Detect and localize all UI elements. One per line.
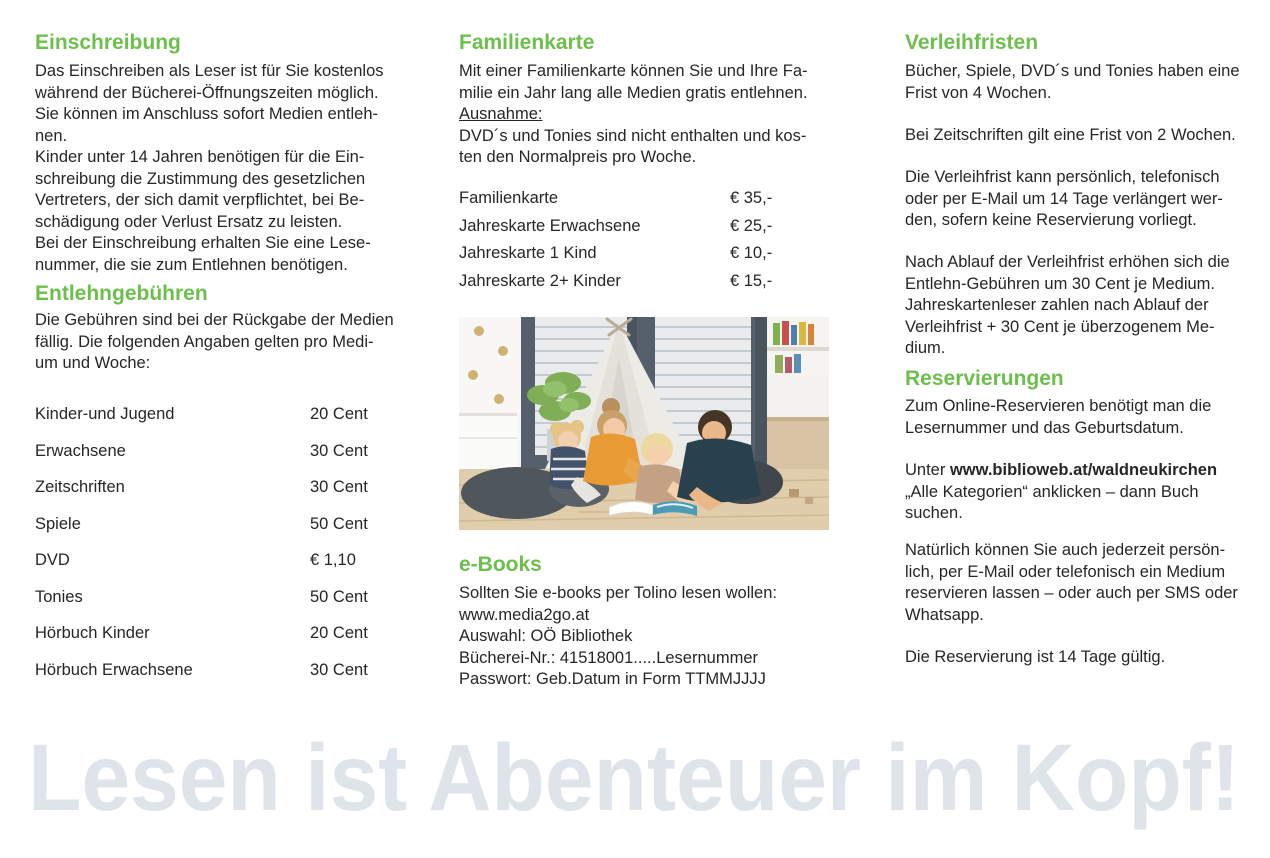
card-label: Jahreskarte Erwachsene bbox=[459, 216, 641, 235]
reservierungen-text-4: Die Reservierung ist 14 Tage gültig. bbox=[905, 648, 1166, 666]
verleihfristen-text-1: Bücher, Spiele, DVD´s und Tonies haben eine Frist von 4 Wochen. bbox=[905, 62, 1240, 102]
reservierungen-text-3: Natürlich können Sie auch jederzeit persön- lich, per E-Mail oder telefonisch ein Medium reservieren lassen – oder auch per SMS oder Whatsapp. bbox=[905, 541, 1238, 624]
heading-verleihfristen: Verleihfristen bbox=[905, 31, 1039, 54]
watermark-slogan bbox=[28, 730, 1243, 845]
fee-row bbox=[35, 660, 445, 682]
card-value: € 25,- bbox=[730, 216, 773, 235]
card-label: Familienkarte bbox=[459, 189, 559, 207]
reservierungen-text-2-rest: „Alle Kategorien“ anklicken – dann Buch suchen. bbox=[905, 482, 1199, 522]
ausnahme-label: Ausnahme: bbox=[459, 105, 543, 123]
card-row bbox=[459, 243, 844, 265]
card-row bbox=[459, 216, 844, 238]
heading-familienkarte: Familienkarte bbox=[459, 31, 595, 54]
familienkarte-text bbox=[459, 61, 808, 169]
fee-table bbox=[35, 404, 445, 681]
heading-reservierungen: Reservierungen bbox=[905, 367, 1064, 390]
fee-row bbox=[35, 404, 445, 426]
family-reading-photo bbox=[459, 317, 829, 530]
family-reading-photo-illustration bbox=[459, 317, 829, 530]
fee-value: € 1,10 bbox=[310, 551, 356, 569]
fee-row bbox=[35, 441, 445, 463]
fee-label: DVD bbox=[35, 551, 70, 569]
fee-value: 30 Cent bbox=[310, 478, 368, 496]
heading-entlehngebuehren: Entlehngebühren bbox=[35, 282, 208, 305]
familienkarte-text-part2: DVD´s und Tonies sind nicht enthalten und kos- ten den Normalpreis pro Woche. bbox=[459, 126, 807, 166]
heading-einschreibung: Einschreibung bbox=[35, 31, 181, 54]
fee-label: Zeitschriften bbox=[35, 478, 125, 496]
card-label: Jahreskarte 2+ Kinder bbox=[459, 271, 621, 290]
fee-label: Tonies bbox=[35, 587, 83, 606]
card-row bbox=[459, 271, 844, 293]
watermark-text: Lesen ist Abenteuer im Kopf! bbox=[28, 730, 1240, 831]
fee-row bbox=[35, 587, 445, 609]
card-price-table bbox=[459, 188, 844, 292]
card-label: Jahreskarte 1 Kind bbox=[459, 244, 597, 262]
familienkarte-text-part1: Mit einer Familienkarte können Sie und Ihre Fa- milie ein Jahr lang alle Medien gratis entlehnen. bbox=[459, 62, 808, 102]
fee-value: 30 Cent bbox=[310, 660, 368, 679]
fee-row bbox=[35, 550, 445, 572]
unter-prefix: Unter bbox=[905, 461, 950, 479]
fee-row bbox=[35, 477, 445, 499]
einschreibung-text: Das Einschreiben als Leser ist für Sie kostenlos während der Bücherei-Öffnungszeiten möglich. Sie können im Anschluss sofort Medien entleh- nen. Kinder unter 14 Jahren benötigen für die Ein- schreibung die Zustimmung des gesetzlichen Vertreters, der sich damit verpflichtet, bei Be- schädigung oder Verlust Ersatz zu leisten. Bei der Einschreibung erhalten Sie eine Lese- nummer, die sie zum Entlehnen benötigen. bbox=[35, 62, 384, 274]
card-value: € 35,- bbox=[730, 189, 773, 207]
verleihfristen-text-2: Bei Zeitschriften gilt eine Frist von 2 Wochen. bbox=[905, 126, 1236, 144]
fee-value: 20 Cent bbox=[310, 624, 368, 642]
verleihfristen-text-4: Nach Ablauf der Verleihfrist erhöhen sich die Entlehn-Gebühren um 30 Cent je Medium. Jahreskartenleser zahlen nach Ablauf der Verleihfrist + 30 Cent je überzogenem Me- dium. bbox=[905, 253, 1230, 357]
fee-label: Erwachsene bbox=[35, 441, 126, 460]
card-row bbox=[459, 188, 844, 210]
fee-label: Hörbuch Erwachsene bbox=[35, 660, 193, 679]
fee-row bbox=[35, 514, 445, 536]
biblioweb-url: www.biblioweb.at/waldneukirchen bbox=[949, 461, 1218, 479]
fee-label: Kinder-und Jugend bbox=[35, 405, 175, 423]
fee-value: 20 Cent bbox=[310, 405, 368, 423]
card-value: € 15,- bbox=[730, 271, 773, 290]
fee-label: Spiele bbox=[35, 514, 81, 533]
card-value: € 10,- bbox=[730, 244, 773, 262]
heading-ebooks: e-Books bbox=[459, 553, 542, 576]
ebooks-text: Sollten Sie e-books per Tolino lesen wollen: www.media2go.at Auswahl: OÖ Bibliothek Bücherei-Nr.: 41518001.....Lesernummer Passwort: Geb.Datum in Form TTMMJJJJ bbox=[459, 584, 777, 688]
fee-row bbox=[35, 623, 445, 645]
fee-value: 50 Cent bbox=[310, 587, 368, 606]
fee-label: Hörbuch Kinder bbox=[35, 624, 150, 642]
entlehngebuehren-text: Die Gebühren sind bei der Rückgabe der Medien fällig. Die folgenden Angaben gelten pro Medi- um und Woche: bbox=[35, 311, 394, 372]
fee-value: 30 Cent bbox=[310, 441, 368, 460]
reservierungen-text-2 bbox=[905, 460, 1217, 525]
verleihfristen-text-3: Die Verleihfrist kann persönlich, telefonisch oder per E-Mail um 14 Tage verlängert wer- den, sofern keine Reservierung vorliegt. bbox=[905, 168, 1223, 229]
reservierungen-text-1: Zum Online-Reservieren benötigt man die Lesernummer und das Geburtsdatum. bbox=[905, 397, 1212, 437]
fee-value: 50 Cent bbox=[310, 514, 368, 533]
